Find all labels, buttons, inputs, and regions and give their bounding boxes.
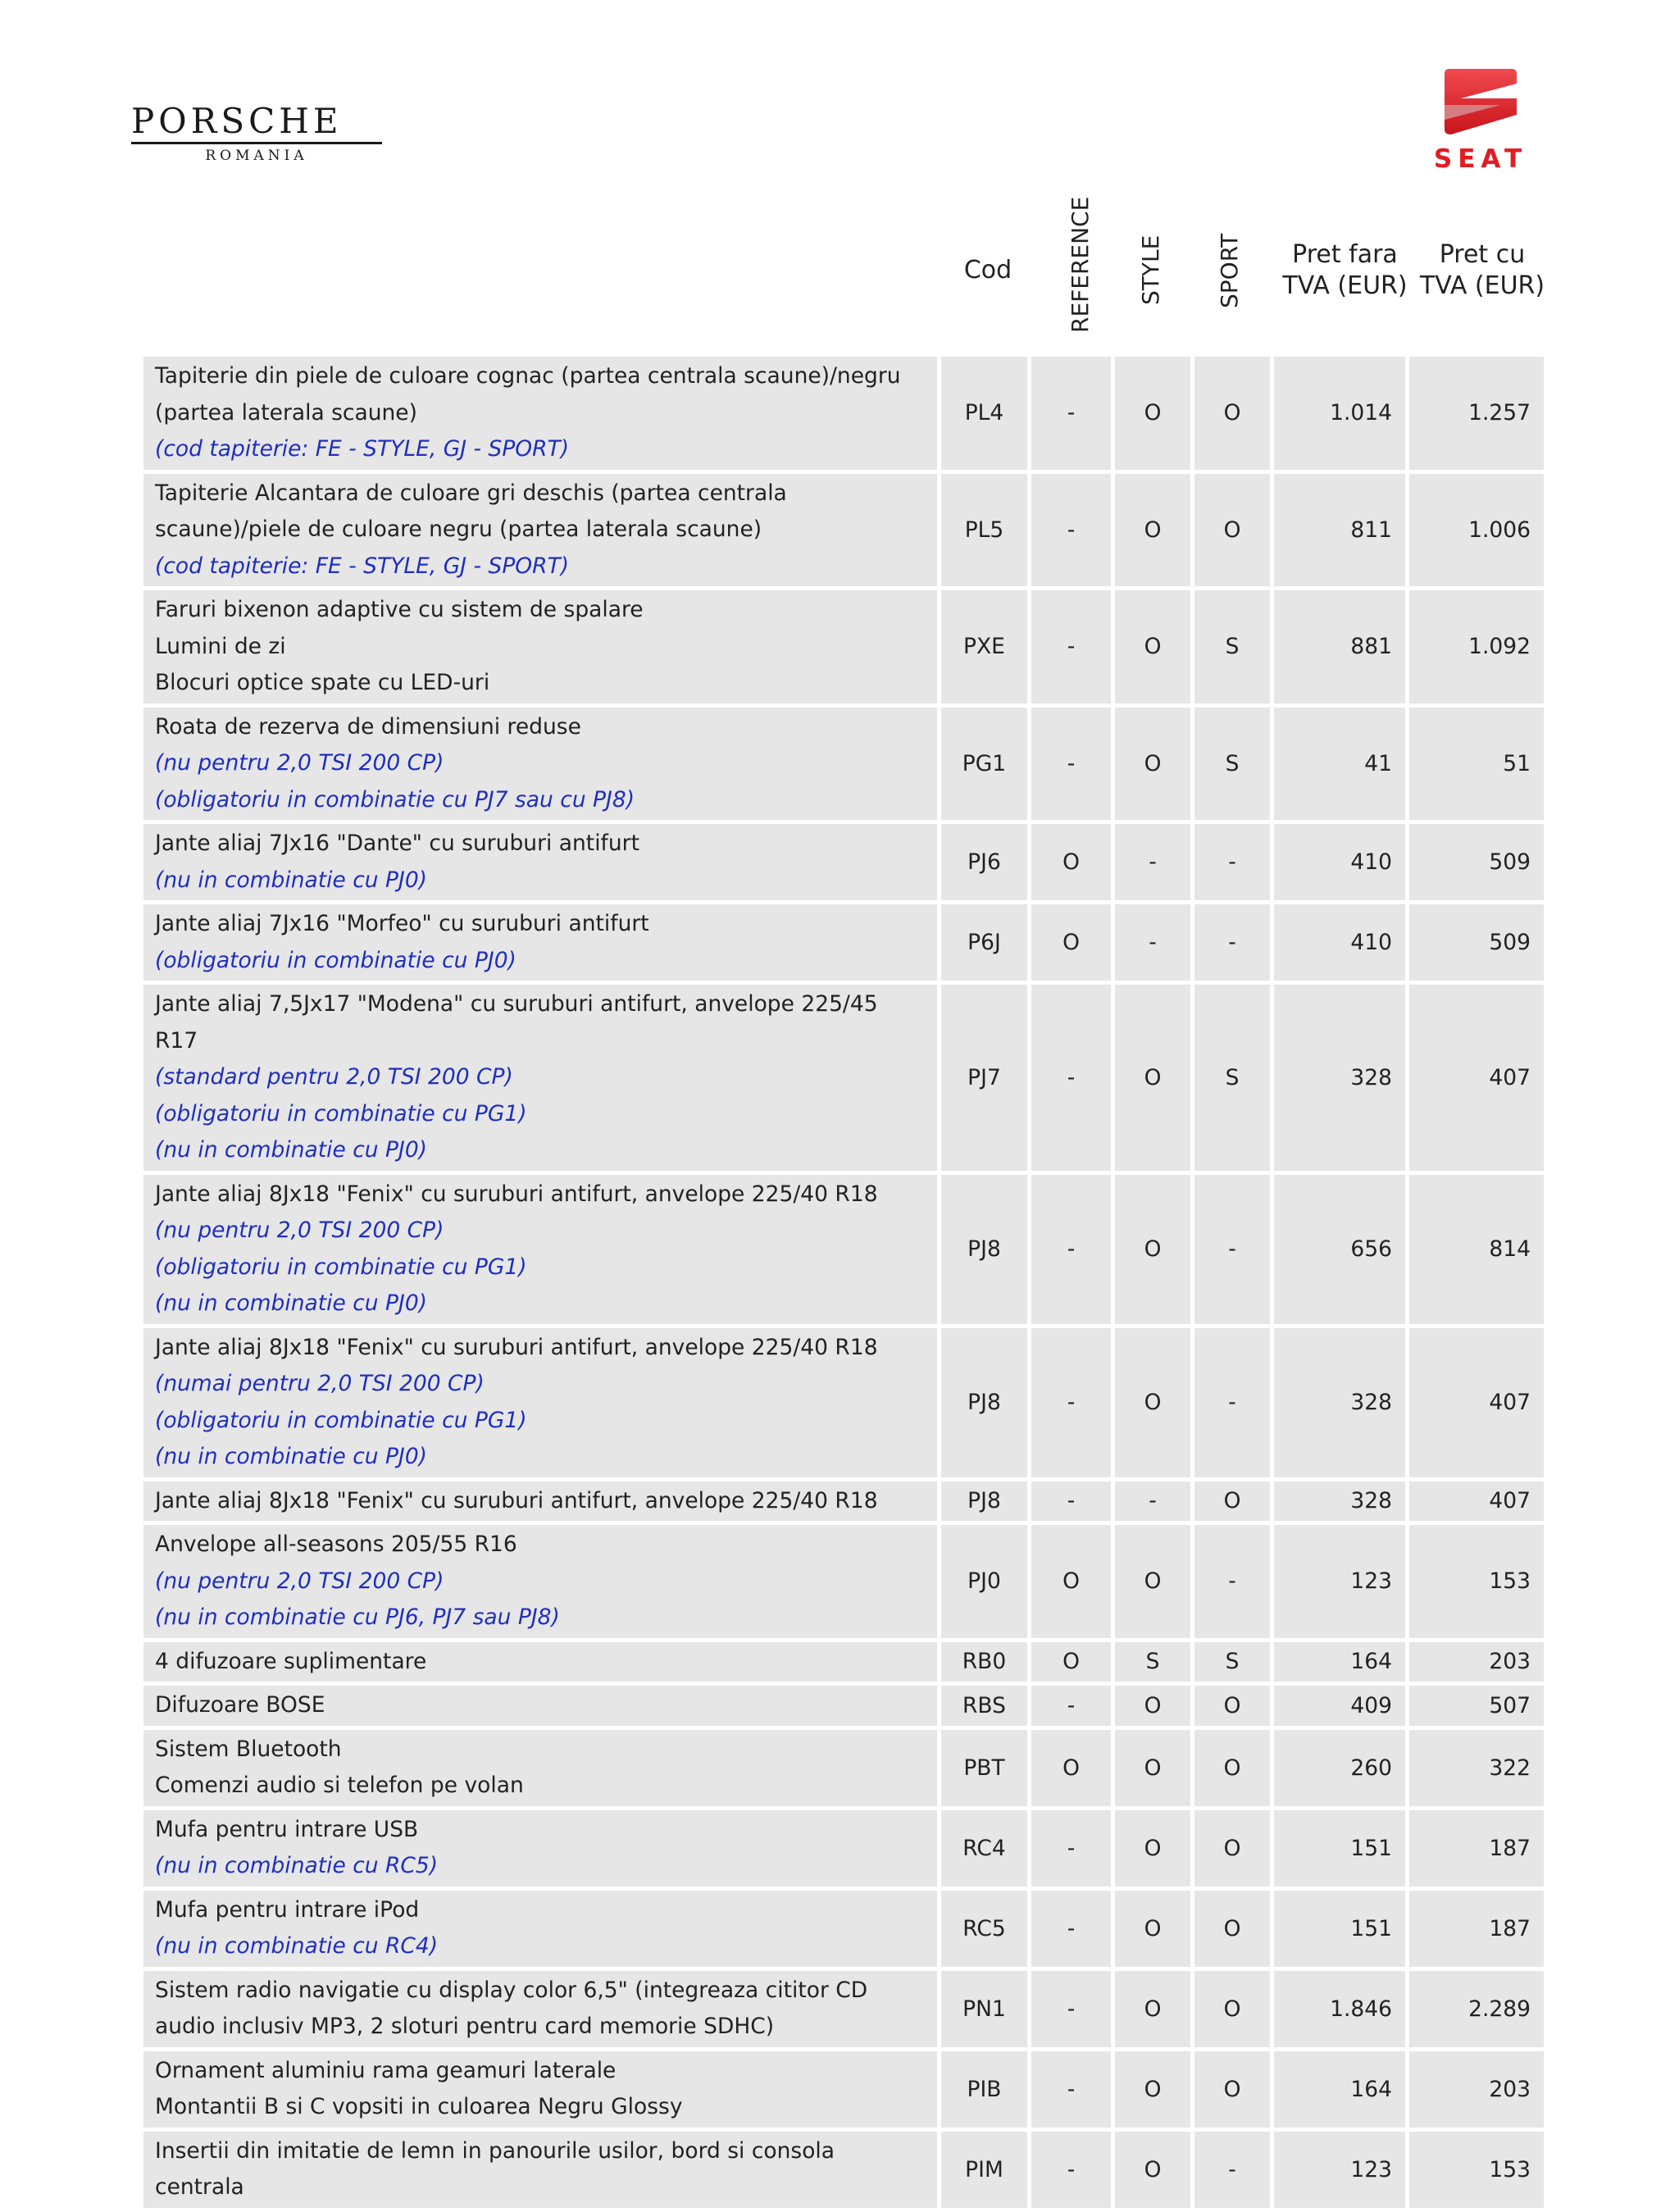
reference-availability: - (1031, 1175, 1111, 1324)
options-price-table (139, 353, 1548, 2212)
sport-availability: O (1194, 2051, 1270, 2128)
reference-availability: O (1031, 1525, 1111, 1638)
option-note: (nu in combinatie cu PJ0) (155, 1137, 428, 1163)
table-row (143, 1328, 1544, 1477)
price-with-vat: 2.289 (1409, 1971, 1544, 2047)
style-availability: O (1115, 1328, 1190, 1477)
style-availability: - (1115, 1481, 1190, 1522)
header-reference: REFERENCE (1067, 196, 1094, 333)
price-with-vat: 203 (1409, 2051, 1544, 2128)
price-with-vat: 407 (1409, 1328, 1544, 1477)
option-code: PJ7 (941, 985, 1027, 1171)
sport-availability: O (1194, 1971, 1270, 2047)
sport-availability: S (1194, 708, 1270, 821)
price-with-vat: 187 (1409, 1810, 1544, 1887)
reference-availability: - (1031, 357, 1111, 470)
price-without-vat: 1.846 (1274, 1971, 1405, 2047)
style-availability: O (1115, 1810, 1190, 1887)
reference-availability: - (1031, 2132, 1111, 2208)
style-availability: O (1115, 2051, 1190, 2128)
option-description-line: Jante aliaj 7Jx16 "Dante" cu suruburi antifurt (155, 831, 639, 856)
option-description (143, 1328, 937, 1477)
price-without-vat: 123 (1274, 2132, 1405, 2208)
header-pret-cu-line2: TVA (EUR) (1419, 271, 1545, 300)
style-availability: O (1115, 1971, 1190, 2047)
sport-availability: O (1194, 1686, 1270, 1726)
option-description (143, 1642, 937, 1682)
option-description (143, 985, 937, 1171)
table-row (143, 904, 1544, 981)
reference-availability: - (1031, 708, 1111, 821)
option-note: (nu in combinatie cu RC4) (155, 1933, 439, 1959)
option-code: PJ8 (941, 1481, 1027, 1522)
table-row (143, 2132, 1544, 2208)
option-note: (nu in combinatie cu RC5) (155, 1853, 439, 1878)
table-row (143, 1891, 1544, 1967)
style-availability: - (1115, 904, 1190, 981)
price-with-vat: 1.006 (1409, 474, 1544, 587)
option-description (143, 904, 937, 981)
reference-availability: - (1031, 590, 1111, 703)
price-without-vat: 123 (1274, 1525, 1405, 1638)
price-without-vat: 151 (1274, 1891, 1405, 1967)
reference-availability: O (1031, 1642, 1111, 1682)
sport-availability: O (1194, 1481, 1270, 1522)
table-body (143, 357, 1544, 2208)
option-code: PL5 (941, 474, 1027, 587)
option-description (143, 1525, 937, 1638)
price-with-vat: 51 (1409, 708, 1544, 821)
price-without-vat: 328 (1274, 1328, 1405, 1477)
header-pret-fara-line2: TVA (EUR) (1282, 271, 1408, 300)
option-code: PIM (941, 2132, 1027, 2208)
sport-availability: O (1194, 357, 1270, 470)
price-without-vat: 151 (1274, 1810, 1405, 1887)
price-without-vat: 410 (1274, 824, 1405, 900)
price-with-vat: 407 (1409, 1481, 1544, 1522)
option-code: RBS (941, 1686, 1027, 1726)
price-without-vat: 164 (1274, 2051, 1405, 2128)
table-row (143, 1686, 1544, 1726)
option-note: (cod tapiterie: FE - STYLE, GJ - SPORT) (155, 553, 570, 579)
sport-availability: O (1194, 1891, 1270, 1967)
price-with-vat: 1.092 (1409, 590, 1544, 703)
option-description-line: Insertii din imitatie de lemn in panourile usilor, bord si consola centrala (155, 2137, 835, 2200)
price-without-vat: 328 (1274, 1481, 1405, 1522)
option-description-line: Faruri bixenon adaptive cu sistem de spalare (155, 597, 644, 622)
option-code: PJ8 (941, 1328, 1027, 1477)
price-without-vat: 409 (1274, 1686, 1405, 1726)
header-pret-fara-tva (1281, 239, 1408, 302)
option-description (143, 1481, 937, 1522)
style-availability: O (1115, 985, 1190, 1171)
style-availability: O (1115, 1525, 1190, 1638)
table-row (143, 1642, 1544, 1682)
sport-availability: - (1194, 824, 1270, 900)
seat-logo-text: SEAT (1433, 144, 1528, 174)
option-description-line: 4 difuzoare suplimentare (155, 1648, 427, 1674)
price-without-vat: 656 (1274, 1175, 1405, 1324)
price-without-vat: 164 (1274, 1642, 1405, 1682)
style-availability: O (1115, 1891, 1190, 1967)
option-code: PL4 (941, 357, 1027, 470)
sport-availability: - (1194, 1175, 1270, 1324)
table-row (143, 824, 1544, 900)
option-description-line: Tapiterie din piele de culoare cognac (partea centrala scaune)/negru (partea laterala scaune) (155, 363, 901, 426)
option-code: PIB (941, 2051, 1027, 2128)
price-with-vat: 153 (1409, 2132, 1544, 2208)
option-description-line: Sistem radio navigatie cu display color 6,5" (integreaza cititor CD audio inclusiv MP3, 2 sloturi pentru card memorie SDHC) (155, 1977, 868, 2039)
price-without-vat: 41 (1274, 708, 1405, 821)
style-availability: O (1115, 1175, 1190, 1324)
header-pret-cu-tva (1417, 239, 1548, 302)
reference-availability: O (1031, 904, 1111, 981)
header-cod: Cod (963, 256, 1012, 284)
reference-availability: - (1031, 1971, 1111, 2047)
reference-availability: - (1031, 985, 1111, 1171)
price-with-vat: 322 (1409, 1730, 1544, 1806)
table-row (143, 985, 1544, 1171)
table-row (143, 1525, 1544, 1638)
option-note: (nu pentru 2,0 TSI 200 CP) (155, 1568, 444, 1594)
header-sport: SPORT (1216, 233, 1243, 308)
option-description-line: Tapiterie Alcantara de culoare gri deschis (partea centrala scaune)/piele de culoare negru (partea laterala scaune) (155, 480, 787, 542)
sport-availability: - (1194, 1525, 1270, 1638)
option-note: (nu in combinatie cu PJ6, PJ7 sau PJ8) (155, 1604, 560, 1630)
price-with-vat: 187 (1409, 1891, 1544, 1967)
option-description-line: Anvelope all-seasons 205/55 R16 (155, 1532, 517, 1557)
option-code: RC4 (941, 1810, 1027, 1887)
option-note: (obligatoriu in combinatie cu PG1) (155, 1254, 527, 1280)
option-note: (nu pentru 2,0 TSI 200 CP) (155, 1218, 444, 1243)
option-description-line: Mufa pentru intrare iPod (155, 1896, 420, 1923)
header-pret-cu-line1: Pret cu (1439, 240, 1526, 269)
option-description (143, 824, 937, 900)
reference-availability: O (1031, 1730, 1111, 1806)
sport-availability: S (1194, 985, 1270, 1171)
reference-availability: - (1031, 1686, 1111, 1726)
option-description-line: Jante aliaj 8Jx18 "Fenix" cu suruburi antifurt, anvelope 225/40 R18 (155, 1181, 878, 1207)
option-note: (standard pentru 2,0 TSI 200 CP) (155, 1064, 513, 1090)
reference-availability: - (1031, 1328, 1111, 1477)
option-note: (obligatoriu in combinatie cu PJ7 sau cu PJ8) (155, 786, 635, 812)
sport-availability: - (1194, 904, 1270, 981)
price-without-vat: 1.014 (1274, 357, 1405, 470)
option-description (143, 357, 937, 470)
option-description-line: Jante aliaj 8Jx18 "Fenix" cu suruburi antifurt, anvelope 225/40 R18 (155, 1487, 878, 1513)
sport-availability: O (1194, 1810, 1270, 1887)
reference-availability: - (1031, 2051, 1111, 2128)
option-code: PBT (941, 1730, 1027, 1806)
option-description-line: Sistem Bluetooth (155, 1736, 342, 1762)
porsche-logo-text: PORSCHE (131, 101, 343, 141)
option-description-line: Blocuri optice spate cu LED-uri (155, 670, 490, 695)
option-code: P6J (941, 904, 1027, 981)
price-with-vat: 407 (1409, 985, 1544, 1171)
style-availability: O (1115, 474, 1190, 587)
option-description-line: Lumini de zi (155, 633, 286, 659)
option-description (143, 1175, 937, 1324)
porsche-logo-subtext: ROMANIA (205, 148, 308, 164)
option-description (143, 1686, 937, 1726)
table-row (143, 474, 1544, 587)
option-note: (numai pentru 2,0 TSI 200 CP) (155, 1371, 485, 1396)
option-note: (obligatoriu in combinatie cu PG1) (155, 1407, 527, 1433)
price-with-vat: 1.257 (1409, 357, 1544, 470)
option-description (143, 708, 937, 821)
style-availability: O (1115, 1686, 1190, 1726)
option-code: PJ6 (941, 824, 1027, 900)
table-row (143, 1481, 1544, 1522)
option-description-line: Jante aliaj 7,5Jx17 "Modena" cu suruburi antifurt, anvelope 225/45 R17 (155, 991, 878, 1054)
option-description-line: Difuzoare BOSE (155, 1692, 325, 1718)
reference-availability: - (1031, 1481, 1111, 1522)
table-row (143, 2051, 1544, 2128)
option-code: PXE (941, 590, 1027, 703)
style-availability: O (1115, 1730, 1190, 1806)
option-code: PJ8 (941, 1175, 1027, 1324)
reference-availability: - (1031, 1891, 1111, 1967)
price-with-vat: 509 (1409, 824, 1544, 900)
price-with-vat: 507 (1409, 1686, 1544, 1726)
option-code: PN1 (941, 1971, 1027, 2047)
sport-availability: S (1194, 1642, 1270, 1682)
option-description-line: Mufa pentru intrare USB (155, 1816, 419, 1842)
option-description (143, 2051, 937, 2128)
table-row (143, 1971, 1544, 2047)
style-availability: S (1115, 1642, 1190, 1682)
option-note: (nu in combinatie cu PJ0) (155, 1444, 428, 1469)
style-availability: O (1115, 590, 1190, 703)
sport-availability: - (1194, 2132, 1270, 2208)
option-note: (nu in combinatie cu PJ0) (155, 867, 428, 893)
price-without-vat: 260 (1274, 1730, 1405, 1806)
option-note: (cod tapiterie: FE - STYLE, GJ - SPORT) (155, 436, 570, 462)
price-with-vat: 203 (1409, 1642, 1544, 1682)
reference-availability: O (1031, 824, 1111, 900)
option-description (143, 2132, 937, 2208)
sport-availability: S (1194, 590, 1270, 703)
price-without-vat: 328 (1274, 985, 1405, 1171)
option-note: (obligatoriu in combinatie cu PG1) (155, 1100, 527, 1126)
header-pret-fara-line1: Pret fara (1292, 240, 1398, 269)
option-description-line: Comenzi audio si telefon pe volan (155, 1773, 524, 1798)
option-note: (nu pentru 2,0 TSI 200 CP) (155, 750, 444, 776)
table-row (143, 708, 1544, 821)
price-with-vat: 509 (1409, 904, 1544, 981)
price-without-vat: 811 (1274, 474, 1405, 587)
option-description (143, 1891, 937, 1967)
table-row (143, 357, 1544, 470)
sport-availability: - (1194, 1328, 1270, 1477)
option-description-line: Ornament aluminiu rama geamuri laterale (155, 2057, 617, 2083)
option-description (143, 474, 937, 587)
option-description (143, 1971, 937, 2047)
option-description (143, 590, 937, 703)
option-description-line: Jante aliaj 7Jx16 "Morfeo" cu suruburi antifurt (155, 911, 649, 936)
table-row (143, 1810, 1544, 1887)
option-note: (obligatoriu in combinatie cu PJ0) (155, 947, 516, 973)
option-code: PG1 (941, 708, 1027, 821)
option-code: RC5 (941, 1891, 1027, 1967)
style-availability: O (1115, 2132, 1190, 2208)
sport-availability: O (1194, 1730, 1270, 1806)
option-description (143, 1810, 937, 1887)
sport-availability: O (1194, 474, 1270, 587)
option-code: RB0 (941, 1642, 1027, 1682)
price-without-vat: 881 (1274, 590, 1405, 703)
style-availability: O (1115, 357, 1190, 470)
price-with-vat: 153 (1409, 1525, 1544, 1638)
table-row (143, 1730, 1544, 1806)
price-without-vat: 410 (1274, 904, 1405, 981)
header-style: STYLE (1137, 234, 1164, 305)
table-row (143, 1175, 1544, 1324)
option-description (143, 1730, 937, 1806)
option-description-line: Roata de rezerva de dimensiuni reduse (155, 713, 581, 740)
table-row (143, 590, 1544, 703)
style-availability: O (1115, 708, 1190, 821)
style-availability: - (1115, 824, 1190, 900)
option-description-line: Jante aliaj 8Jx18 "Fenix" cu suruburi antifurt, anvelope 225/40 R18 (155, 1334, 878, 1360)
option-description-line: Montantii B si C vopsiti in culoarea Negru Glossy (155, 2094, 683, 2119)
reference-availability: - (1031, 1810, 1111, 1887)
reference-availability: - (1031, 474, 1111, 587)
option-code: PJ0 (941, 1525, 1027, 1638)
option-note: (nu in combinatie cu PJ0) (155, 1290, 428, 1316)
price-with-vat: 814 (1409, 1175, 1544, 1324)
